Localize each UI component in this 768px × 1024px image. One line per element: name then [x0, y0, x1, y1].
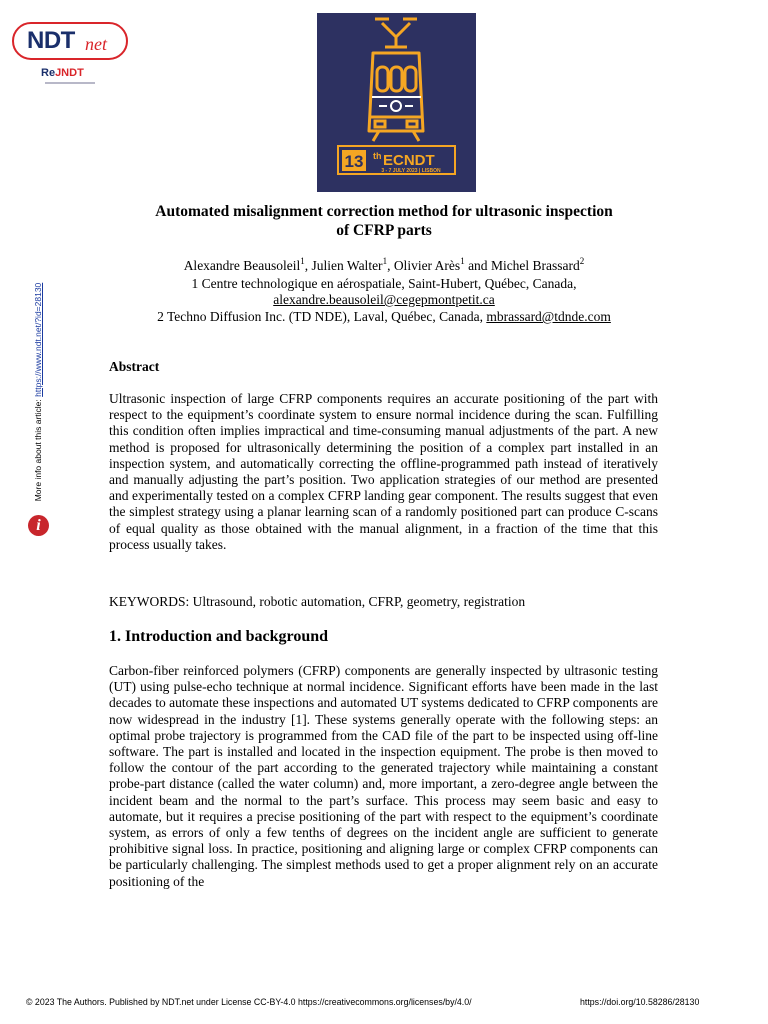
author-name: Alexandre Beausoleil	[183, 258, 301, 273]
poster-dates: 3 - 7 JULY 2023 | LISBON	[381, 168, 441, 174]
author-separator: ,	[387, 258, 394, 273]
rejndt-re: Re	[41, 67, 56, 79]
abstract-text: Ultrasonic inspection of large CFRP components requires an accurate positioning of the part with respect to the equipment’s coordinate system to ensure normal incidence during the scan. Fulfilling this condition often implies impractical and time-consuming manual adjustments of the part. A new method is proposed for ultrasonically determining the position of a complex part installed in an inspection system, and automatically correcting the offline-programmed path instead of iteratively and manually adjusting the part’s position. Two application strategies of our method are presented and experimentally tested on a complex CFRP landing gear component. The results suggest that even the simplest strategy using a planar learning scan of a randomly positioned part can produce C-scans of equal quality as those obtained with the manual alignment, in a fraction of the time that this process usually takes.	[109, 391, 658, 552]
logo-net-text: net	[85, 34, 107, 54]
author-name: Michel Brassard	[490, 258, 580, 273]
abstract-heading: Abstract	[109, 359, 160, 374]
footer-doi-link[interactable]: https://doi.org/10.58286/28130	[580, 997, 700, 1007]
paper-title-line2: of CFRP parts	[336, 222, 432, 239]
rejndt-subtitle-line	[45, 82, 95, 84]
affiliation-2	[0, 309, 768, 325]
paper-title-line1: Automated misalignment correction method for ultrasonic inspection	[155, 203, 613, 220]
poster-suffix: th	[373, 151, 382, 161]
author-affiliation-sup: 1	[382, 256, 388, 266]
rejndt-logo	[41, 67, 84, 79]
author-name: Olivier Arès	[393, 258, 461, 273]
poster-ecndt: ECNDT	[383, 152, 435, 169]
email-1-line	[0, 292, 768, 308]
ecndt-conference-poster	[317, 13, 476, 192]
footer-license[interactable]: © 2023 The Authors. Published by NDT.net under License CC-BY-4.0 https://creativecommons.org/licenses/by/4.0/	[26, 997, 472, 1007]
author-name: Julien Walter	[311, 258, 383, 273]
section-heading-introduction: 1. Introduction and background	[109, 628, 329, 645]
affiliation-1: 1 Centre technologique en aérospatiale, Saint-Hubert, Québec, Canada,	[191, 276, 577, 291]
email-1-link[interactable]: alexandre.beausoleil@cegepmontpetit.ca	[273, 292, 495, 307]
info-icon[interactable]: i	[28, 515, 49, 536]
sidebar-article-link[interactable]: https://www.ndt.net/?id=28130	[33, 282, 43, 397]
introduction-text: Carbon-fiber reinforced polymers (CFRP) components are generally inspected by ultrasonic testing (UT) using pulse-echo technique at normal incidence. Significant efforts have been made in the last decades to automate these inspections and automated UT systems dedicated to CFRP components are now widespread in the industry [1]. These systems generally operate with the following steps: an optimal probe trajectory is programmed from the CAD file of the part to be inspected using off-line software. The part is installed and located in the inspection equipment. The probe is then moved to follow the contour of the part according to the generated trajectory while maintaining a constant probe-part distance (called the water column) and, more important, a zero-degree angle between the incident beam and the normal to the part’s surface. This process may seem basic and easy to automate, but it requires a precise positioning of the part with respect to the equipment’s coordinate system, as errors of only a few tenths of degrees on the incident angle are sufficient to generate prohibitive signal loss. In practice, positioning and aligning large or complex CFRP components can be particularly challenging. The simplest methods used to get a proper alignment rely on an accurate positioning of the	[109, 663, 658, 889]
poster-number: 13	[344, 152, 364, 171]
author-affiliation-sup: 1	[460, 256, 465, 266]
keywords: KEYWORDS: Ultrasound, robotic automation, CFRP, geometry, registration	[109, 594, 526, 609]
author-affiliation-sup: 2	[579, 256, 585, 266]
sidebar-prefix: More info about this article:	[33, 396, 43, 502]
author-list	[0, 258, 768, 274]
email-2-link[interactable]: mbrassard@tdnde.com	[486, 309, 611, 324]
tram-illustration-icon	[317, 13, 476, 192]
author-affiliation-sup: 1	[300, 256, 305, 266]
logo-ndt-text: NDT	[27, 27, 75, 54]
author-separator: ,	[304, 258, 312, 273]
affiliation-2-text: 2 Techno Diffusion Inc. (TD NDE), Laval, Québec, Canada,	[157, 309, 487, 324]
rejndt-j: JNDT	[55, 67, 84, 79]
author-separator: and	[464, 258, 491, 273]
ndt-net-logo[interactable]	[12, 22, 128, 60]
